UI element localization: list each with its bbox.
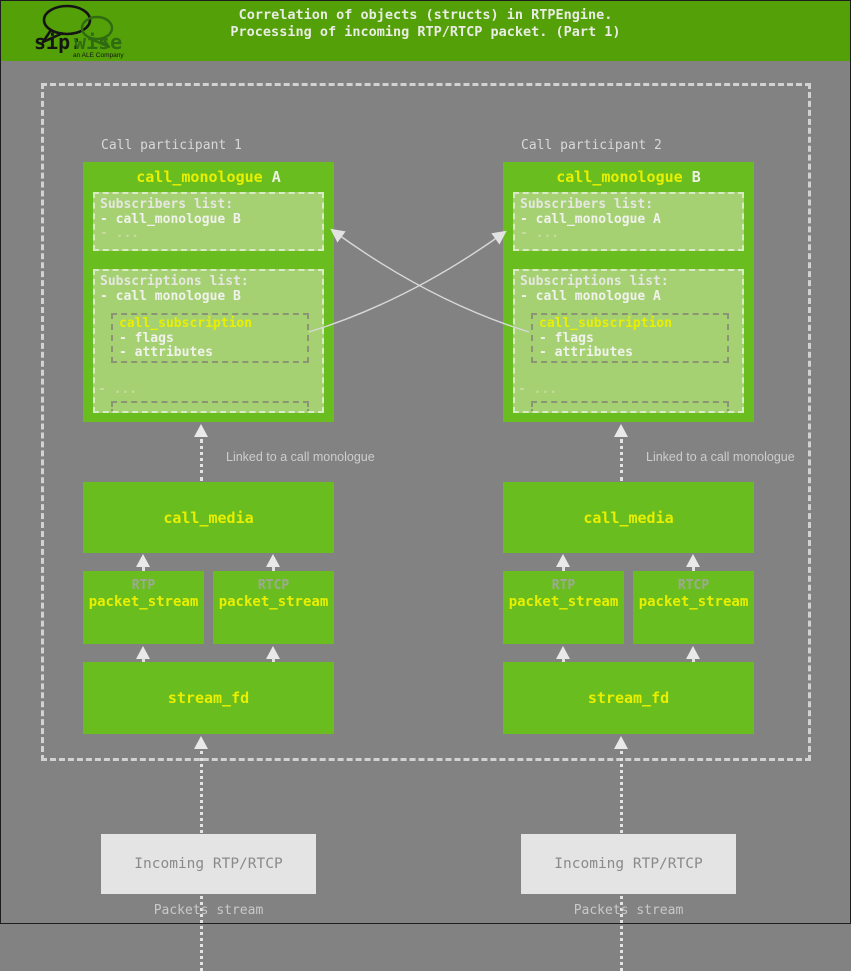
arrow-up-icon (556, 646, 570, 659)
stream-fd-label: stream_fd (167, 689, 250, 707)
subscriptions-item: - call monologue A (520, 288, 661, 304)
rtcp-to-media-arrow (265, 554, 281, 570)
incoming-rtp-rtcp-box (101, 834, 316, 894)
call-subscription-title: call_subscription (539, 316, 673, 331)
subscriptions-title: Subscriptions list: (100, 274, 249, 289)
subscriptions-list-box (93, 269, 324, 413)
arrow-up-icon (194, 424, 208, 437)
subscribers-list-box (513, 192, 744, 251)
subscriptions-title: Subscriptions list: (520, 274, 669, 289)
streamfd-to-rtp-arrow (555, 646, 571, 662)
arrow-up-icon (556, 554, 570, 567)
page-title (1, 7, 850, 41)
header-bar (1, 1, 850, 61)
rtcp-to-media-arrow (685, 554, 701, 570)
subscribers-item: - call_monologue A (520, 211, 661, 227)
arrow-up-icon (266, 554, 280, 567)
arrow-up-icon (136, 554, 150, 567)
media-to-monologue-arrow (193, 424, 209, 481)
subscriptions-list-box (513, 269, 744, 413)
monologue-letter: B (691, 168, 701, 186)
subscribers-more: - ... (520, 226, 560, 241)
rtcp-packet-stream-box (213, 571, 334, 644)
call-media-label: call_media (583, 508, 674, 527)
rtp-label: RTP (131, 578, 156, 593)
logo-wise-text: wise (74, 30, 123, 54)
logo-tagline: an ALE Company (73, 52, 124, 59)
arrow-up-icon (686, 646, 700, 659)
stream-fd-label: stream_fd (587, 689, 670, 707)
monologue-letter: A (271, 168, 281, 186)
subscriptions-more: - ... (518, 382, 558, 397)
call-monologue-a-title (83, 168, 334, 186)
participant-1-label: Call participant 1 (101, 138, 242, 153)
rtp-to-media-arrow (135, 554, 151, 570)
arrow-up-icon (194, 736, 208, 749)
subscribers-more: - ... (100, 226, 140, 241)
arrow-up-icon (614, 736, 628, 749)
incoming-rtp-rtcp-box (521, 834, 736, 894)
arrow-up-icon (614, 424, 628, 437)
call-media-label: call_media (163, 508, 254, 527)
subscribers-title: Subscribers list: (100, 197, 234, 212)
subscribers-item: - call_monologue B (100, 211, 241, 227)
subscribers-list-box (93, 192, 324, 251)
call-media-box (503, 482, 754, 553)
rtp-packet-stream-box (503, 571, 624, 644)
streamfd-to-rtcp-arrow (265, 646, 281, 662)
subscription-attributes: - attributes (539, 345, 633, 360)
packet-stream-label: packet_stream (638, 594, 749, 610)
packets-stream-label: Packets stream (153, 903, 264, 918)
call-media-box (83, 482, 334, 553)
stream-fd-box (83, 662, 334, 734)
arrow-up-icon (136, 646, 150, 659)
call-subscription-ghost-box (531, 401, 729, 413)
rtcp-packet-stream-box (633, 571, 754, 644)
call-subscription-ghost-box (111, 401, 309, 413)
arrow-up-icon (686, 554, 700, 567)
media-to-monologue-arrow (613, 424, 629, 481)
streamfd-to-rtcp-arrow (685, 646, 701, 662)
rtcp-label: RTCP (677, 578, 710, 593)
struct-name: call_monologue (556, 168, 683, 186)
title-line-1: Correlation of objects (structs) in RTPEngine. (238, 7, 613, 23)
subscription-attributes: - attributes (119, 345, 213, 360)
subscriptions-item: - call monologue B (100, 288, 241, 304)
participant-2-label: Call participant 2 (521, 138, 662, 153)
subscription-flags: - flags (539, 330, 594, 346)
rtp-to-media-arrow (555, 554, 571, 570)
logo-sip-text: sip: (34, 30, 83, 54)
incoming-label: Incoming RTP/RTCP (134, 856, 283, 872)
subscription-flags: - flags (119, 330, 174, 346)
participant-2-column (503, 138, 795, 925)
streamfd-to-rtp-arrow (135, 646, 151, 662)
call-monologue-a-box (83, 162, 334, 422)
rtp-label: RTP (551, 578, 576, 593)
subscriptions-more: - ... (98, 382, 138, 397)
title-line-2: Processing of incoming RTP/RTCP packet. (Part 1) (230, 24, 621, 40)
subscribers-title: Subscribers list: (520, 197, 654, 212)
call-subscription-box (111, 313, 309, 363)
linked-annotation: Linked to a call monologue (226, 450, 375, 464)
packets-stream-label: Packets stream (573, 903, 684, 918)
call-subscription-title: call_subscription (119, 316, 253, 331)
participant-1-column (83, 138, 375, 925)
arrow-up-icon (266, 646, 280, 659)
rtp-packet-stream-box (83, 571, 204, 644)
call-monologue-b-box (503, 162, 754, 422)
packet-stream-label: packet_stream (218, 594, 329, 610)
call-subscription-box (531, 313, 729, 363)
call-monologue-b-title (503, 168, 754, 186)
struct-name: call_monologue (136, 168, 263, 186)
stream-fd-box (503, 662, 754, 734)
incoming-label: Incoming RTP/RTCP (554, 856, 703, 872)
packet-stream-label: packet_stream (508, 594, 619, 610)
packet-stream-label: packet_stream (88, 594, 199, 610)
rtcp-label: RTCP (257, 578, 290, 593)
linked-annotation: Linked to a call monologue (646, 450, 795, 464)
